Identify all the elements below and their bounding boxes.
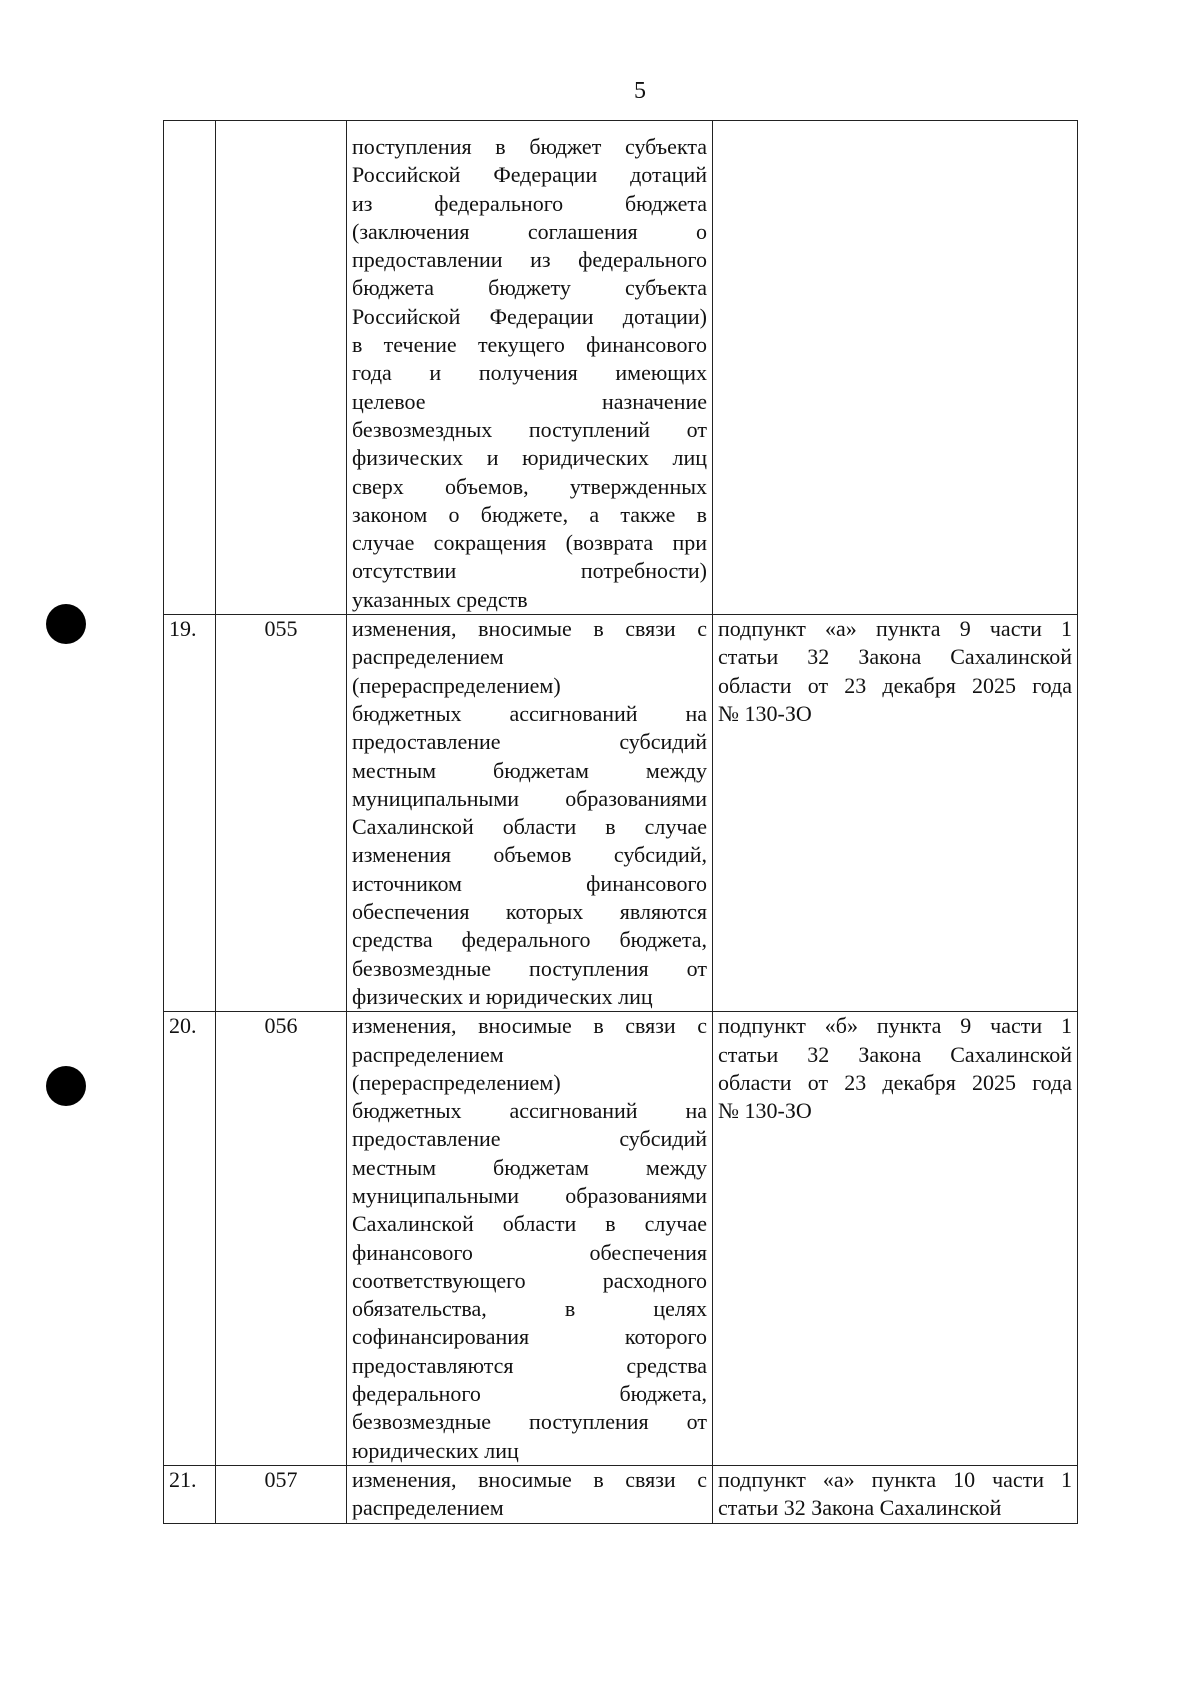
description-line: отсутствии потребности) xyxy=(352,558,707,584)
description-line: юридических лиц xyxy=(352,1437,519,1463)
page-number: 5 xyxy=(634,78,646,104)
description-line: изменения, вносимые в связи с xyxy=(352,616,707,642)
row-description xyxy=(347,1012,713,1466)
description-line: предоставление субсидий xyxy=(352,1126,707,1152)
description-line: изменения, вносимые в связи с xyxy=(352,1466,707,1492)
description-line: предоставляются средства xyxy=(352,1352,707,1378)
row-code: 055 xyxy=(216,615,347,1012)
budget-changes-table xyxy=(163,120,1078,1524)
description-line: года и получения имеющих xyxy=(352,360,707,386)
description-line: финансового обеспечения xyxy=(352,1239,707,1265)
description-line: (заключения соглашения о xyxy=(352,218,707,244)
description-line: бюджетных ассигнований на xyxy=(352,1098,707,1124)
description-line: средства федерального бюджета, xyxy=(352,927,707,953)
legal-basis-line: подпункт «а» пункта 10 части 1 xyxy=(718,1466,1072,1492)
table-row xyxy=(164,1012,1078,1466)
description-line: изменения объемов субсидий, xyxy=(352,842,707,868)
legal-basis-line: подпункт «б» пункта 9 части 1 xyxy=(718,1013,1072,1039)
row-description xyxy=(347,1465,713,1523)
description-line: муниципальными образованиями xyxy=(352,1182,707,1208)
description-line: безвозмездные поступления от xyxy=(352,1409,707,1435)
description-line: Российской Федерации дотаций xyxy=(352,162,707,188)
legal-basis-line: статьи 32 Закона Сахалинской xyxy=(718,1041,1072,1067)
row-number: 21. xyxy=(164,1465,216,1523)
description-line: в течение текущего финансового xyxy=(352,332,707,358)
row-legal-basis xyxy=(713,121,1078,615)
description-line: Российской Федерации дотации) xyxy=(352,303,707,329)
description-line: бюджета бюджету субъекта xyxy=(352,275,707,301)
description-line: безвозмездные поступления от xyxy=(352,955,707,981)
description-line: бюджетных ассигнований на xyxy=(352,700,707,726)
row-number: 19. xyxy=(164,615,216,1012)
row-code: 057 xyxy=(216,1465,347,1523)
table-row xyxy=(164,615,1078,1012)
description-line: обязательства, в целях xyxy=(352,1296,707,1322)
row-description xyxy=(347,615,713,1012)
description-line: из федерального бюджета xyxy=(352,190,707,216)
description-line: изменения, вносимые в связи с xyxy=(352,1013,707,1039)
description-line: софинансирования которого xyxy=(352,1324,707,1350)
punch-hole-mark xyxy=(46,604,86,644)
description-line: предоставлении из федерального xyxy=(352,247,707,273)
row-legal-basis xyxy=(713,1012,1078,1466)
table-body xyxy=(164,121,1078,1524)
legal-basis-line: № 130-ЗО xyxy=(718,700,812,726)
row-code xyxy=(216,121,347,615)
description-line: случае сокращения (возврата при xyxy=(352,530,707,556)
row-description xyxy=(347,121,713,615)
legal-basis-line: статьи 32 Закона Сахалинской xyxy=(718,644,1072,670)
table-row xyxy=(164,121,1078,615)
row-legal-basis xyxy=(713,615,1078,1012)
description-line: распределением xyxy=(352,1495,504,1521)
description-line: сверх объемов, утвержденных xyxy=(352,473,707,499)
row-number: 20. xyxy=(164,1012,216,1466)
description-line: Сахалинской области в случае xyxy=(352,814,707,840)
punch-hole-mark xyxy=(46,1066,86,1106)
description-line: распределением xyxy=(352,1041,504,1067)
description-line: соответствующего расходного xyxy=(352,1267,707,1293)
table-row xyxy=(164,1465,1078,1523)
legal-basis-line: № 130-ЗО xyxy=(718,1098,812,1124)
description-line: обеспечения которых являются xyxy=(352,899,707,925)
description-line: целевое назначение xyxy=(352,388,707,414)
description-line: источником финансового xyxy=(352,870,707,896)
description-line: безвозмездных поступлений от xyxy=(352,416,707,442)
description-line: (перераспределением) xyxy=(352,672,561,698)
description-line: законом о бюджете, а также в xyxy=(352,501,707,527)
description-line: распределением xyxy=(352,644,504,670)
row-legal-basis xyxy=(713,1465,1078,1523)
description-line: (перераспределением) xyxy=(352,1069,561,1095)
row-code: 056 xyxy=(216,1012,347,1466)
description-line: Сахалинской области в случае xyxy=(352,1211,707,1237)
legal-basis-line: области от 23 декабря 2025 года xyxy=(718,672,1072,698)
row-number xyxy=(164,121,216,615)
legal-basis-line: области от 23 декабря 2025 года xyxy=(718,1069,1072,1095)
description-line: муниципальными образованиями xyxy=(352,785,707,811)
description-line: физических и юридических лиц xyxy=(352,445,707,471)
description-line: поступления в бюджет субъекта xyxy=(352,134,707,159)
legal-basis-line: подпункт «а» пункта 9 части 1 xyxy=(718,616,1072,642)
description-line: предоставление субсидий xyxy=(352,729,707,755)
description-line: указанных средств xyxy=(352,586,528,612)
description-line: федерального бюджета, xyxy=(352,1381,707,1407)
description-line: местным бюджетам между xyxy=(352,757,707,783)
legal-basis-line: статьи 32 Закона Сахалинской xyxy=(718,1495,1002,1521)
description-line: местным бюджетам между xyxy=(352,1154,707,1180)
description-line: физических и юридических лиц xyxy=(352,983,653,1009)
